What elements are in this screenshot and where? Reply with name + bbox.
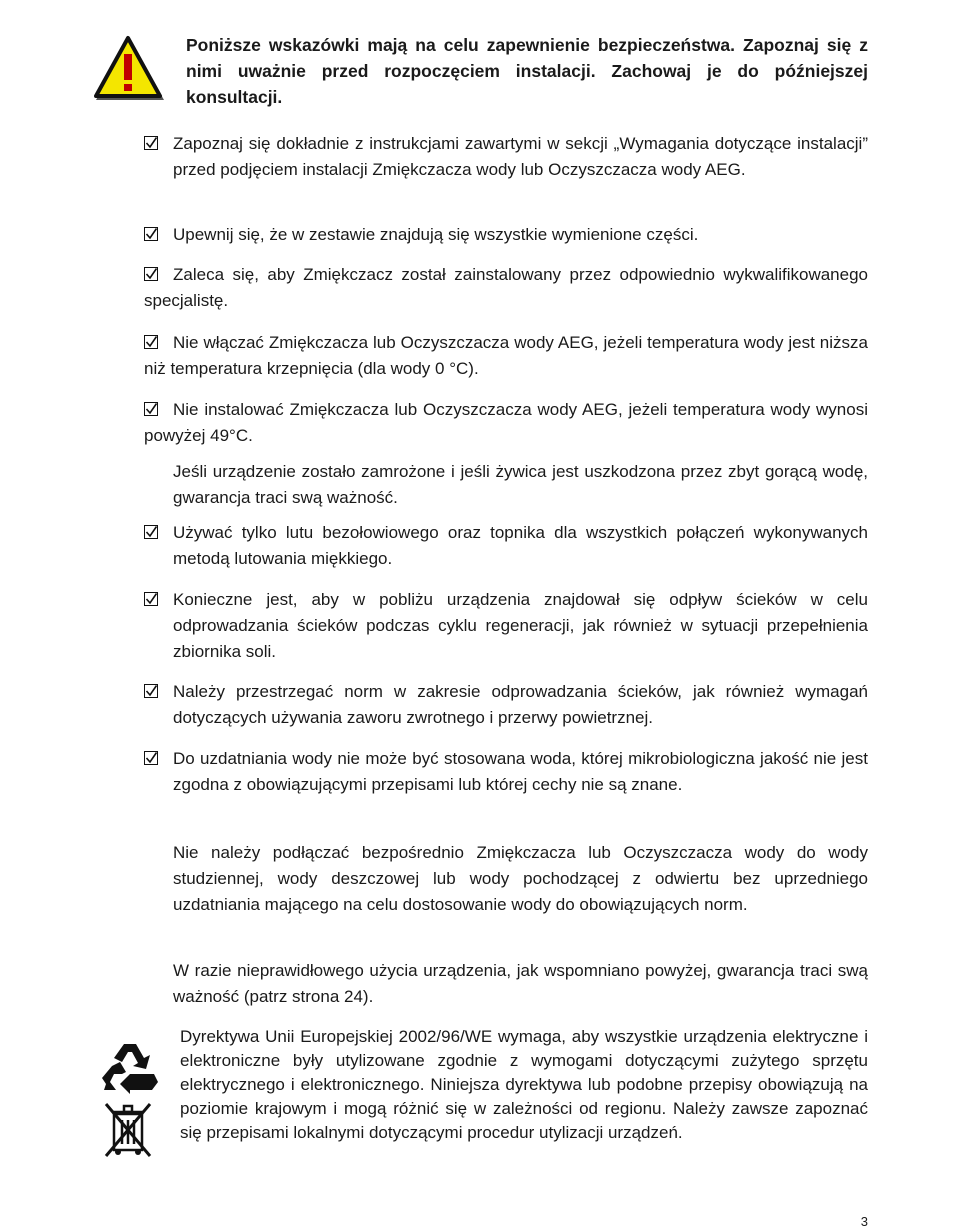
checklist-item-text: Zaleca się, aby Zmiękczacz został zainstalowany przez odpowiednio wykwalifikowanego specjalistę. [144,265,868,310]
checkbox-checked-icon [144,136,158,150]
checklist-item-text: Używać tylko lutu bezołowiowego oraz topnika dla wszystkich połączeń wykonywanych metodą lutowania miękkiego. [173,523,868,568]
checkbox-checked-icon [144,227,158,241]
checklist-item-water-quality [144,746,868,798]
checklist-item-freezing [144,330,868,382]
crossed-bin-icon [104,1100,154,1160]
checkbox-checked-icon [144,751,158,765]
frozen-warranty-paragraph: Jeśli urządzenie zostało zamrożone i jeśli żywica jest uszkodzona przez zbyt gorącą wodę, gwarancja traci swą ważność. [173,462,868,507]
checklist-item-specialist [144,262,868,314]
checkbox-checked-icon [144,402,158,416]
checklist-item-drain [144,587,868,665]
checklist-item-read-instructions [144,131,868,183]
recycle-icon [100,1038,160,1098]
checklist-item-text: Nie włączać Zmiękczacza lub Oczyszczacza wody AEG, jeżeli temperatura wody jest niższa niż temperatura krzepnięcia (dla wody 0 °C). [144,333,868,378]
checklist-item-parts [144,222,868,248]
warning-triangle-icon [92,34,164,102]
checklist-item-text: Zapoznaj się dokładnie z instrukcjami zawartymi w sekcji „Wymagania dotyczące instalacji” przed podjęciem instalacji Zmiękczacza wody lub Oczyszczacza wody AEG. [173,134,868,179]
checklist-item-text: Konieczne jest, aby w pobliżu urządzenia znajdował się odpływ ścieków w celu odprowadzania ścieków podczas cyklu regeneracji, jak również w sytuacji przepełnienia zbiornika soli. [173,590,868,661]
checklist-item-solder [144,520,868,572]
checklist-item-norms [144,679,868,731]
checkbox-checked-icon [144,525,158,539]
checkbox-checked-icon [144,592,158,606]
checkbox-checked-icon [144,335,158,349]
checklist-item-text: Nie instalować Zmiękczacza lub Oczyszczacza wody AEG, jeżeli temperatura wody wynosi powyżej 49°C. [144,400,868,445]
safety-warning-text: Poniższe wskazówki mają na celu zapewnienie bezpieczeństwa. Zapoznaj się z nimi uważnie przed rozpoczęciem instalacji. Zachowaj je do późniejszej konsultacji. [186,35,868,107]
checkbox-checked-icon [144,684,158,698]
checklist-item-text: Do uzdatniania wody nie może być stosowana woda, której mikrobiologiczna jakość nie jest zgodna z obowiązującymi przepisami lub której cechy nie są znane. [173,749,868,794]
checklist-item-hot-water [144,397,868,449]
checkbox-checked-icon [144,267,158,281]
page-number: 3 [860,1214,868,1229]
weee-directive-text: Dyrektywa Unii Europejskiej 2002/96/WE wymaga, aby wszystkie urządzenia elektryczne i elektroniczne były utylizowane zgodnie z wymogami dotyczącymi zużytego sprzętu elektrycznego i elektronicznego. Niniejsza dyrektywa lub podobne przepisy obowiązują na poziomie krajowym i mogą różnić się w zależności od regionu. Należy zawsze zapoznać się przepisami lokalnymi dotyczącymi procedur utylizacji urządzeń. [180,1027,868,1142]
well-water-paragraph: Nie należy podłączać bezpośrednio Zmiękczacza lub Oczyszczacza wody do wody studziennej, wody deszczowej lub wody pochodzącej z odwiertu bez uprzedniego uzdatniania mającego na celu dostosowanie wody do obowiązujących norm. [173,843,868,914]
checklist-item-text: Upewnij się, że w zestawie znajdują się wszystkie wymienione części. [173,225,699,244]
misuse-warranty-paragraph: W razie nieprawidłowego użycia urządzenia, jak wspomniano powyżej, gwarancja traci swą ważność (patrz strona 24). [173,961,868,1006]
checklist-item-text: Należy przestrzegać norm w zakresie odprowadzania ścieków, jak również wymagań dotyczących używania zaworu zwrotnego i przerwy powietrznej. [173,682,868,727]
